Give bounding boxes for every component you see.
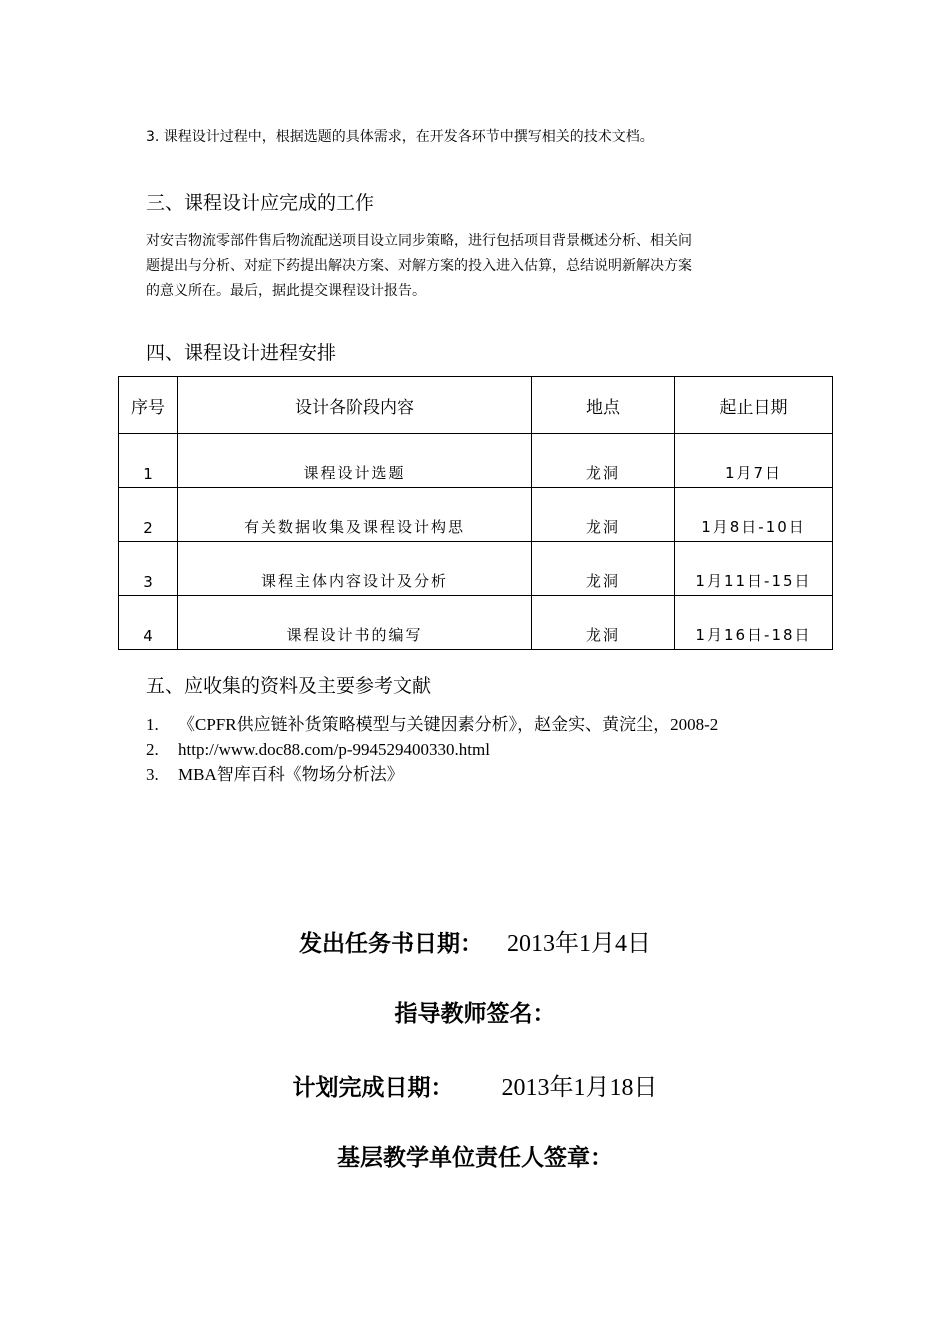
reference-list (146, 712, 718, 787)
cell-date: 1月7日 (675, 434, 833, 488)
intro-item-3: 3. 课程设计过程中，根据选题的具体需求，在开发各环节中撰写相关的技术文档。 (146, 129, 654, 145)
cell-no: 2 (119, 488, 178, 542)
column-header-no: 序号 (119, 377, 178, 434)
plan-date-value: 2013年1月18日 (501, 1075, 658, 1101)
cell-no: 1 (119, 434, 178, 488)
list-item (146, 712, 718, 737)
unit-signature-label: 基层教学单位责任人签章： (337, 1145, 613, 1171)
column-header-date: 起止日期 (675, 377, 833, 434)
cell-place: 龙洞 (532, 596, 675, 650)
cell-content: 课程设计选题 (178, 434, 532, 488)
list-item (146, 762, 718, 787)
cell-place: 龙洞 (532, 434, 675, 488)
paragraph-line: 对安吉物流零部件售后物流配送项目设立同步策略，进行包括项目背景概述分析、相关问 (146, 233, 692, 249)
section-3-heading: 三、课程设计应完成的工作 (146, 192, 375, 214)
cell-content: 有关数据收集及课程设计构思 (178, 488, 532, 542)
reference-number: 2. (146, 740, 159, 759)
reference-text: http://www.doc88.com/p-994529400330.html (178, 740, 490, 759)
section-3-paragraph (146, 229, 816, 304)
plan-date-line (0, 1067, 950, 1102)
table-row (119, 542, 833, 596)
cell-content: 课程设计书的编写 (178, 596, 532, 650)
list-item (146, 737, 718, 762)
issue-date-value: 2013年1月4日 (507, 931, 652, 957)
column-header-place: 地点 (532, 377, 675, 434)
issue-date-label: 发出任务书日期： (298, 931, 483, 957)
reference-number: 1. (146, 715, 159, 734)
cell-place: 龙洞 (532, 488, 675, 542)
reference-number: 3. (146, 765, 159, 784)
schedule-table (118, 376, 833, 650)
plan-date-label: 计划完成日期： (292, 1075, 454, 1101)
teacher-signature-line (0, 995, 950, 1028)
cell-no: 4 (119, 596, 178, 650)
cell-place: 龙洞 (532, 542, 675, 596)
section-5-heading: 五、应收集的资料及主要参考文献 (146, 675, 432, 697)
unit-signature-line (0, 1139, 950, 1172)
table-header-row (119, 377, 833, 434)
teacher-signature-label: 指导教师签名： (394, 1001, 556, 1027)
section-4-heading: 四、课程设计进程安排 (146, 342, 337, 364)
reference-text: 《CPFR供应链补货策略模型与关键因素分析》，赵金实、黄浣尘，2008-2 (178, 715, 719, 734)
paragraph-line: 题提出与分析、对症下药提出解决方案、对解方案的投入进入估算，总结说明新解决方案 (146, 258, 692, 274)
table-row (119, 596, 833, 650)
cell-date: 1月8日-10日 (675, 488, 833, 542)
cell-date: 1月11日-15日 (675, 542, 833, 596)
table-row (119, 434, 833, 488)
issue-date-line (0, 923, 950, 958)
cell-content: 课程主体内容设计及分析 (178, 542, 532, 596)
column-header-content: 设计各阶段内容 (178, 377, 532, 434)
cell-no: 3 (119, 542, 178, 596)
table-row (119, 488, 833, 542)
paragraph-line: 的意义所在。最后，据此提交课程设计报告。 (146, 283, 426, 299)
cell-date: 1月16日-18日 (675, 596, 833, 650)
reference-text: MBA智库百科《物场分析法》 (178, 765, 404, 784)
